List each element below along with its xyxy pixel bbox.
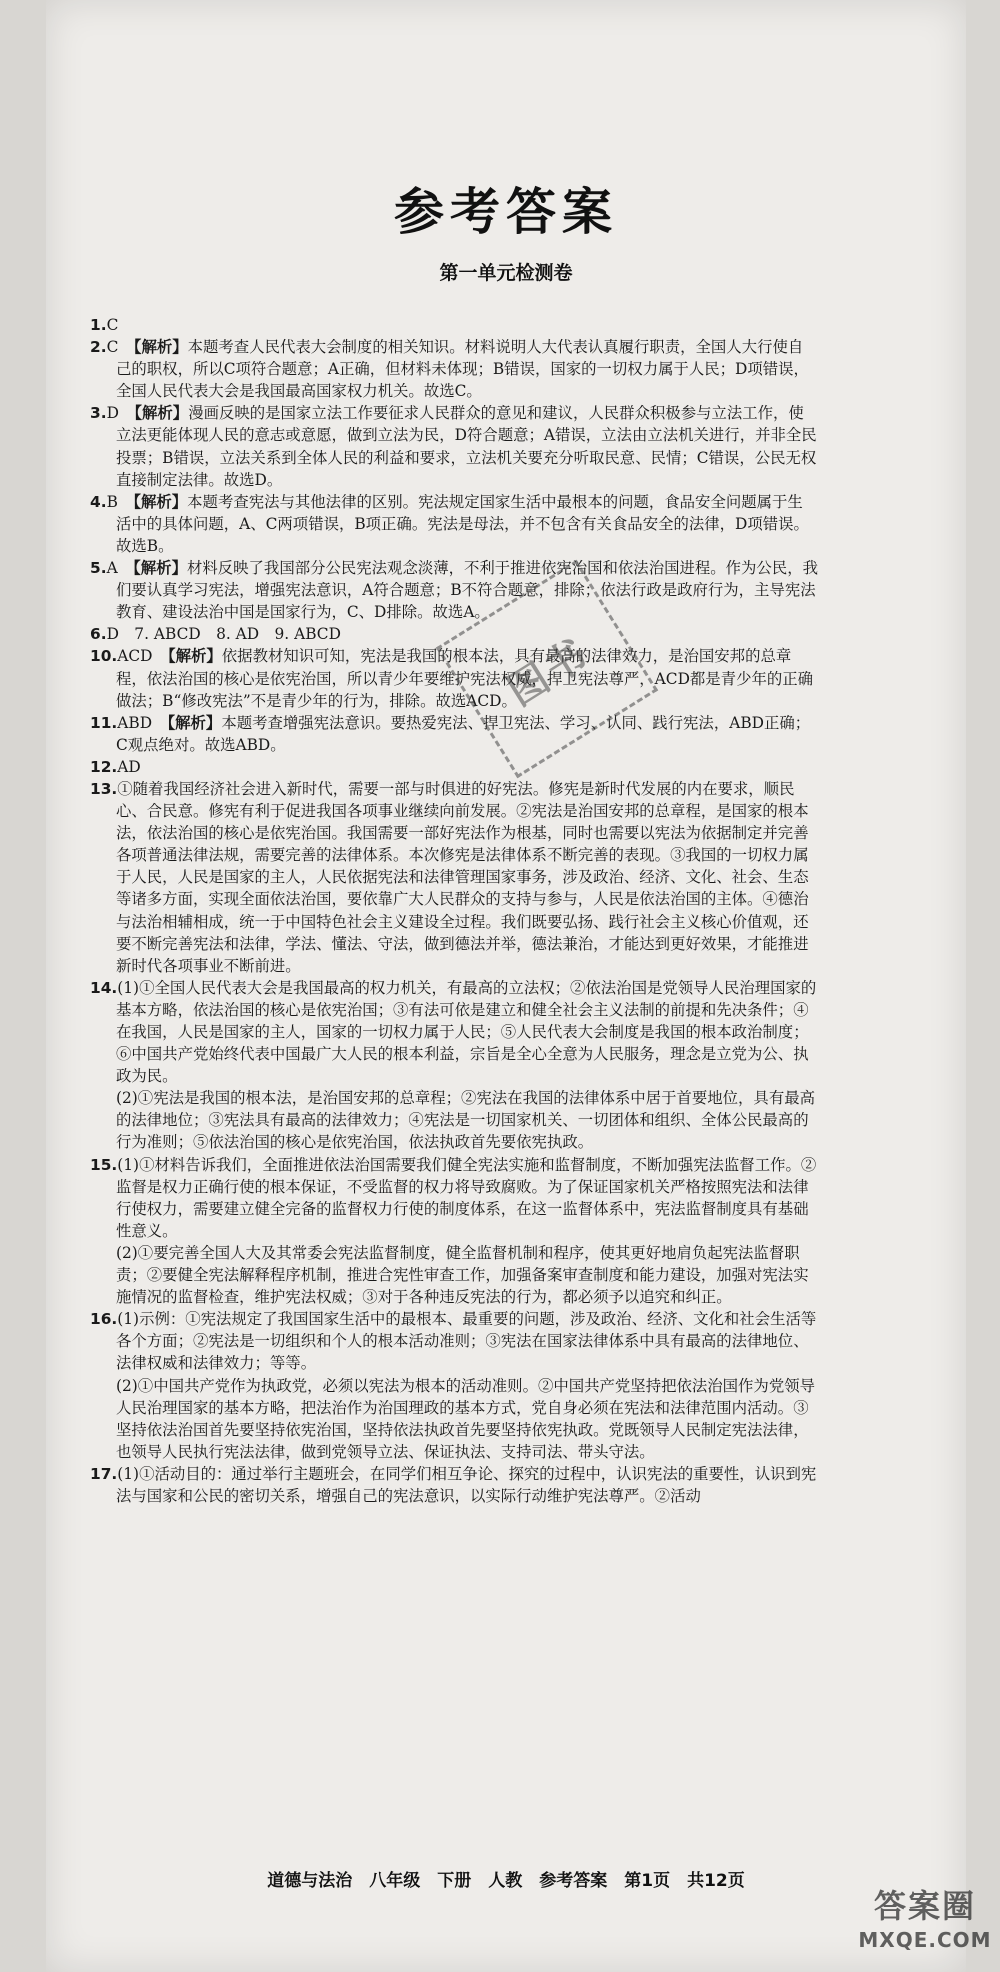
answer-item: 3.D 【解析】漫画反映的是国家立法工作要征求人民群众的意见和建议，人民群众积极参与立法工作，使立法更能体现人民的意志或意愿，做到立法为民，D符合题意；A错误，立法由立法机关进行，并非全民投票；B错误，立法关系到全体人民的利益和要求，立法机关要充分听取民意、民情；C错误，公民无权直接制定法律。故选D。 (90, 404, 817, 489)
answer-item: 10.ACD 【解析】依据教材知识可知，宪法是我国的根本法，具有最高的法律效力，是治国安邦的总章程，依法治国的核心是依宪治国，所以青少年要维护宪法权威，捍卫宪法尊严，ACD都是青少年的正确做法；B“修改宪法”不是青少年的行为，排除。故选ACD。 (90, 647, 814, 710)
answer-paragraph: (2)①中国共产党作为执政党，必须以宪法为根本的活动准则。②中国共产党坚持把依法治国作为党领导人民治理国家的基本方略，把法治作为治国理政的基本方式，党自身必须在宪法和法律范围内活动。③坚持依法治国首先要坚持依宪治国，坚持依法执政首先要坚持依宪执政。党既领导人民制定宪法法律，也领导人民执行宪法法律，做到党领导立法、保证执法、支持司法、带头守法。 (116, 1376, 815, 1461)
answer-item-16: 16.(1)示例：①宪法规定了我国国家生活中的最根本、最重要的问题，涉及政治、经济、文化和社会生活等各个方面；②宪法是一切组织和个人的根本活动准则；③宪法在国家法律体系中具有最高的法律地位、法律权威和法律效力；等等。 (2)①中国共产党作为执政党，必须以宪法为根本的活动准则。②中国共产党坚持把依法治国作为党领导人民治理国家的基本方略，把法治作为治国理政的基本方式，党自身必须在宪法和法律范围内活动。③坚持依法治国首先要坚持依宪治国，坚持依法执政首先要坚持依宪执政。党既领导人民制定宪法法律，也领导人民执行宪法法律，做到党领导立法、保证执法、支持司法、带头守法。 (90, 1308, 818, 1463)
page-title: 参考答案 (394, 183, 618, 241)
answer-item-14: 14.(1)①全国人民代表大会是我国最高的权力机关，有最高的立法权；②依法治国是党领导人民治理国家的基本方略，依法治国的核心是依宪治国；③有法可依是建立和健全社会主义法制的前提和先决条件；④在我国，人民是国家的主人，国家的一切权力属于人民；⑤人民代表大会制度是我国的根本政治制度；⑥中国共产党始终代表中国最广大人民的根本利益，宗旨是全心全意为人民服务，理念是立党为公、执政为民。 (2)①宪法是我国的根本法，是治国安邦的总章程；②宪法在我国的法律体系中居于首要地位，具有最高的法律地位；③宪法具有最高的法律效力；④宪法是一切国家机关、一切团体和组织、全体公民最高的行为准则；⑤依法治国的核心是依宪治国，依法执政首先要依宪执政。 (90, 977, 818, 1154)
answer-page (46, 0, 966, 1972)
section-title: 第一单元检测卷 (439, 262, 573, 284)
answer-item: 12.AD (90, 757, 141, 776)
answer-item: 4.B 【解析】本题考查宪法与其他法律的区别。宪法规定国家生活中最根本的问题，食品安全问题属于生活中的具体问题，A、C两项错误，B项正确。宪法是母法，并不包含有关食品安全的法律，D项错误。故选B。 (90, 492, 809, 555)
answer-paragraph: (2)①要完善全国人大及其常委会宪法监督制度，健全监督机制和程序，使其更好地肩负起宪法监督职责；②要健全宪法解释程序机制，推进合宪性审查工作，加强备案审查制度和能力建设，加强对宪法实施情况的监督检查，维护宪法权威；③对于各种违反宪法的行为，都必须予以追究和纠正。 (116, 1243, 809, 1307)
answer-item: 1.C (90, 316, 119, 334)
answer-item-15: 15.(1)①材料告诉我们，全面推进依法治国需要我们健全宪法实施和监督制度，不断加强宪法监督工作。②监督是权力正确行使的根本保证，不受监督的权力将导致腐败。为了保证国家机关严格按照宪法和法律行使权力，需要建立健全完备的监督权力行使的制度体系，在这一监督体系中，宪法监督制度具有基础性意义。 (2)①要完善全国人大及其常委会宪法监督制度，健全监督机制和程序，使其更好地肩负起宪法监督职责；②要健全宪法解释程序机制，推进合宪性审查工作，加强备案审查制度和能力建设，加强对宪法实施情况的监督检查，维护宪法权威；③对于各种违反宪法的行为，都必须予以追究和纠正。 (90, 1154, 818, 1309)
answer-item: 2.C 【解析】本题考查人民代表大会制度的相关知识。材料说明人大代表认真履行职责，全国人大行使自己的职权，所以C项符合题意；A正确，但材料未体现；B错误，国家的一切权力属于人民；D项错误，全国人民代表大会是我国最高国家权力机关。故选C。 (90, 338, 809, 401)
answer-paragraph: (2)①宪法是我国的根本法，是治国安邦的总章程；②宪法在我国的法律体系中居于首要地位，具有最高的法律地位；③宪法具有最高的法律效力；④宪法是一切国家机关、一切团体和组织、全体公民最高的行为准则；⑤依法治国的核心是依宪治国，依法执政首先要依宪执政。 (116, 1089, 815, 1152)
library-stamp: 图书 (436, 560, 658, 779)
page-footer: 道德与法治 八年级 下册 人教 参考答案 第1页 共12页 (267, 1871, 745, 1891)
answer-item-17: 17.(1)①活动目的：通过举行主题班会，在同学们相互争论、探究的过程中，认识宪法的重要性，认识到宪法与国家和公民的密切关系，增强自己的宪法意识，以实际行动维护宪法尊严。②活动 (90, 1464, 817, 1505)
answer-item: 5.A 【解析】材料反映了我国部分公民宪法观念淡薄，不利于推进依宪治国和依法治国进程。作为公民，我们要认真学习宪法，增强宪法意识，A符合题意；B不符合题意，排除；依法行政是政府行为，主导宪法教育、建设法治中国是国家行为，C、D排除。故选A。 (90, 559, 818, 622)
answer-item-13: 13.①随着我国经济社会进入新时代，需要一部与时俱进的好宪法。修宪是新时代发展的内在要求，顺民心、合民意。修宪有利于促进我国各项事业继续向前发展。②宪法是治国安邦的总章程，是国家的根本法，依法治国的核心是依宪治国。我国需要一部好宪法作为根基，同时也需要以宪法为依据制定并完善各项普通法律法规，需要完善的法律体系。本次修宪是法律体系不断完善的表现。③我国的一切权力属于人民，人民是国家的主人，人民依据宪法和法律管理国家事务，涉及政治、经济、文化、社会、生态等诸多方面，实现全面依法治国，要依靠广大人民群众的支持与参与，人民是依法治国的主体。④德治与法治相辅相成，统一于中国特色社会主义建设全过程。我们既要弘扬、践行社会主义核心价值观，还要不断完善宪法和法律，学法、懂法、守法，做到德法并举，德法兼治，才能达到更好效果，才能推进新时代各项事业不断前进。 (90, 779, 809, 975)
site-watermark: 答案圈 MXQE.COM (858, 1887, 992, 1952)
answer-list (90, 280, 818, 1507)
answer-item: 6.D 7. ABCD 8. AD 9. ABCD (90, 625, 341, 644)
answer-item: 11.ABD 【解析】本题考查增强宪法意识。要热爱宪法、捍卫宪法、学习、认同、践行宪法，ABD正确；C观点绝对。故选ABD。 (90, 713, 811, 754)
